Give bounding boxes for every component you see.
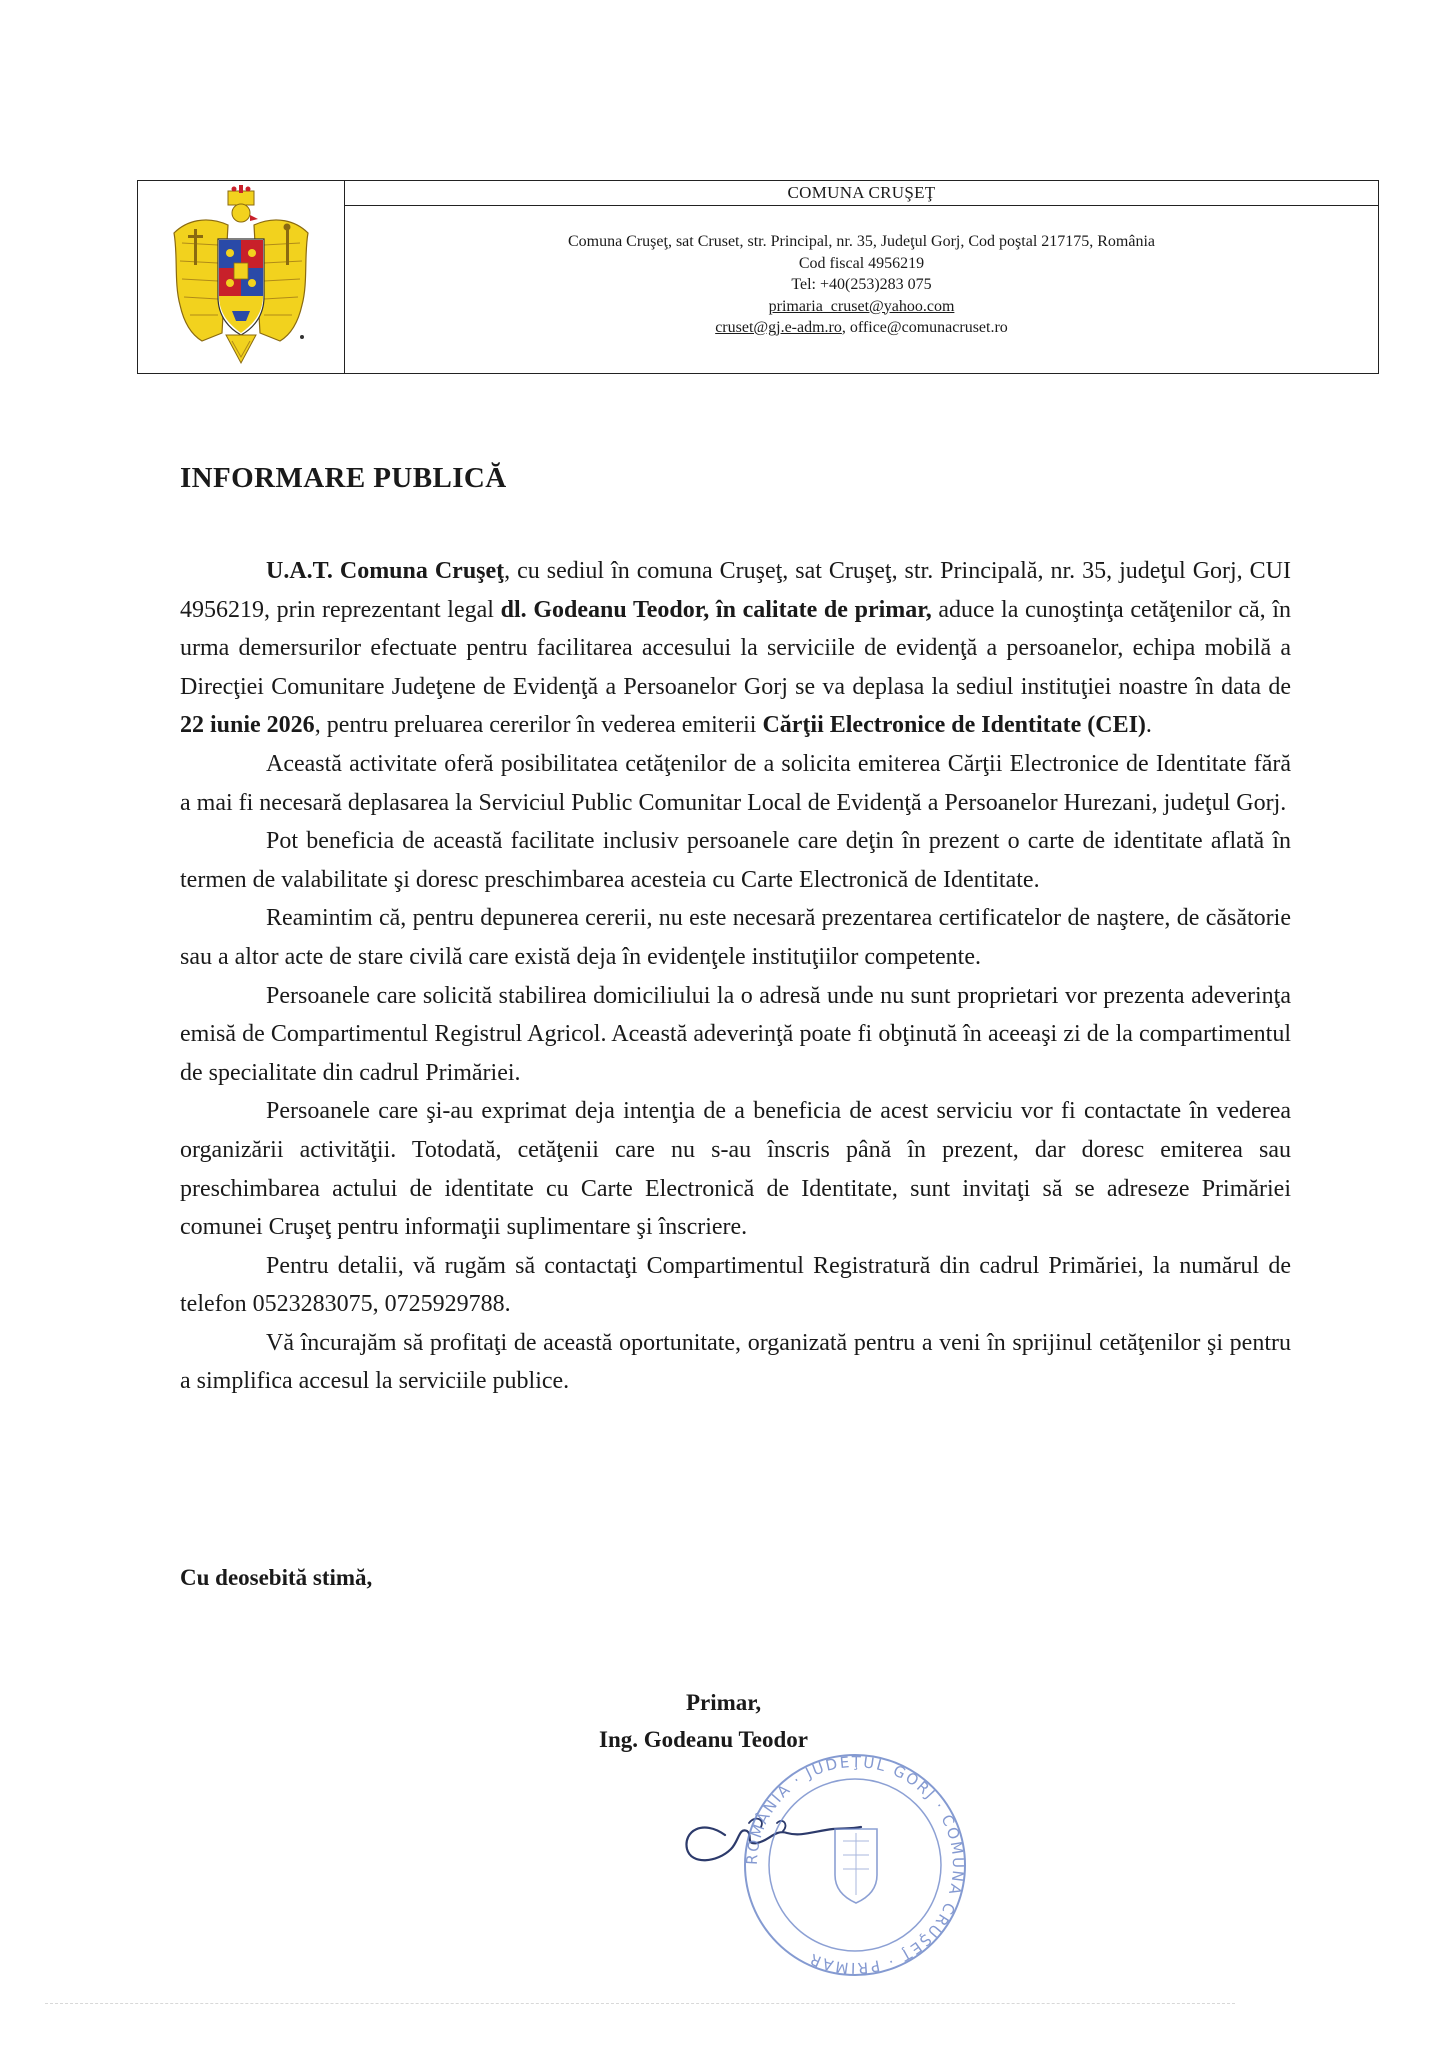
paragraph-contact: Pentru detalii, vă rugăm să contactaţi Compartimentul Registratură din cadrul Primăriei, la numărul de telefon 0523283075, 0725929788. (180, 1252, 1291, 1318)
paragraph-eligibility: Pot beneficia de această facilitate inclusiv persoanele care deţin în prezent o carte de identitate aflată în termen de valabilitate şi doresc preschimbarea acesteia cu Carte Electronică de Identitate. (180, 828, 1291, 893)
paragraph-announcement (180, 552, 1291, 745)
announcement-address: , cu sediul în comuna Cruşeţ, sat Cruşeţ, str. Principală, nr. 35, judeţul Gorj, CUI 4956219, prin reprezentant legal (180, 558, 1291, 623)
coat-of-arms-icon (166, 185, 316, 369)
email-link-yahoo[interactable]: primaria_cruset@yahoo.com (768, 297, 955, 315)
paragraph-encouragement: Vă încurajăm să profitaţi de această oportunitate, organizată pentru a veni în sprijinul cetăţenilor şi pentru a simplifica accesul la serviciile publice. (180, 1329, 1291, 1395)
announcement-purpose: , pentru preluarea cererilor în vederea emiterii (314, 712, 763, 739)
signature-title: Primar, (686, 1690, 762, 1715)
document-body (180, 552, 1291, 1401)
paragraph-registration: Persoanele care şi-au exprimat deja intenţia de a beneficia de acest serviciu vor fi contactate în vederea organizării activităţii. Totodată, cetăţenii care nu s-au înscris până în prezent, dar doresc emiterea sau preschimbarea actului de identitate cu Carte Electronică de Identitate, sunt invitaţi să se adreseze Primăriei comunei Cruşeţ pentru informaţii suplimentare şi înscriere. (180, 1098, 1291, 1241)
svg-text:ROMÂNIA · JUDEŢUL GORJ · COMUN (743, 1753, 967, 1977)
scan-artifact-line (45, 2003, 1235, 2004)
phone-line: Tel: +40(253)283 075 (791, 276, 932, 293)
official-stamp-icon (665, 1745, 995, 1985)
paragraph-domicile: Persoanele care solicită stabilirea domiciliului la o adresă unde nu sunt proprietari vor prezenta adeverinţa emisă de Compartimentul Registrul Agricol. Această adeverinţă poate fi obţinută în aceeaşi zi de la compartimentul de specialitate din cadrul Primăriei. (180, 982, 1291, 1086)
announcement-mayor: dl. Godeanu Teodor, în calitate de primar, (500, 596, 932, 623)
email-link-gov[interactable]: cruset@gj.e-adm.ro (715, 319, 842, 336)
stamp-text: ROMÂNIA · JUDEŢUL GORJ · COMUNA CRUŞEŢ · PRIMAR (742, 1752, 968, 1978)
closing-formula: Cu deosebită stimă, (180, 1565, 373, 1590)
fiscal-code-line: Cod fiscal 4956219 (798, 254, 925, 272)
email-line-rest: , office@comunacruset.ro (841, 319, 1008, 336)
announcement-text: aduce la cunoştinţa cetăţenilor că, în urma demersurilor efectuate pentru facilitarea accesului la serviciile de evidenţă a persoanelor, echipa mobilă a Direcţiei Comunitare Judeţene de Evidenţă a Persoanelor Gorj se va deplasa la sediul instituţiei noastre în data de (180, 596, 1292, 700)
address-line: Comuna Cruşeţ, sat Cruset, str. Principal, nr. 35, Judeţul Gorj, Cod poştal 217175, România (567, 233, 1156, 250)
announcement-end: . (1145, 712, 1152, 739)
document-title: INFORMARE PUBLICĂ (180, 462, 507, 494)
announcement-cei: Cărţii Electronice de Identitate (CEI) (762, 712, 1146, 739)
contact-details (345, 231, 1378, 339)
announcement-uat: U.A.T. Comuna Cruşeţ (266, 558, 505, 584)
crest-cell (138, 181, 345, 373)
paragraph-activity: Această activitate oferă posibilitatea cetăţenilor de a solicita emiterea Cărţii Electronice de Identitate fără a mai fi necesară deplasarea la Serviciul Public Comunitar Local de Evidenţă a Persoanelor Hurezani, judeţul Gorj. (180, 750, 1291, 816)
paragraph-documents: Reamintim că, pentru depunerea cererii, nu este necesară prezentarea certificatelor de naştere, de căsătorie sau a altor acte de stare civilă care există deja în evidenţele instituţiilor competente. (180, 905, 1291, 970)
letterhead (137, 180, 1379, 374)
signature-name: Ing. Godeanu Teodor (599, 1727, 808, 1752)
institution-name: COMUNA CRUŞEŢ (345, 181, 1378, 206)
announcement-date: 22 iunie 2026 (180, 712, 315, 739)
